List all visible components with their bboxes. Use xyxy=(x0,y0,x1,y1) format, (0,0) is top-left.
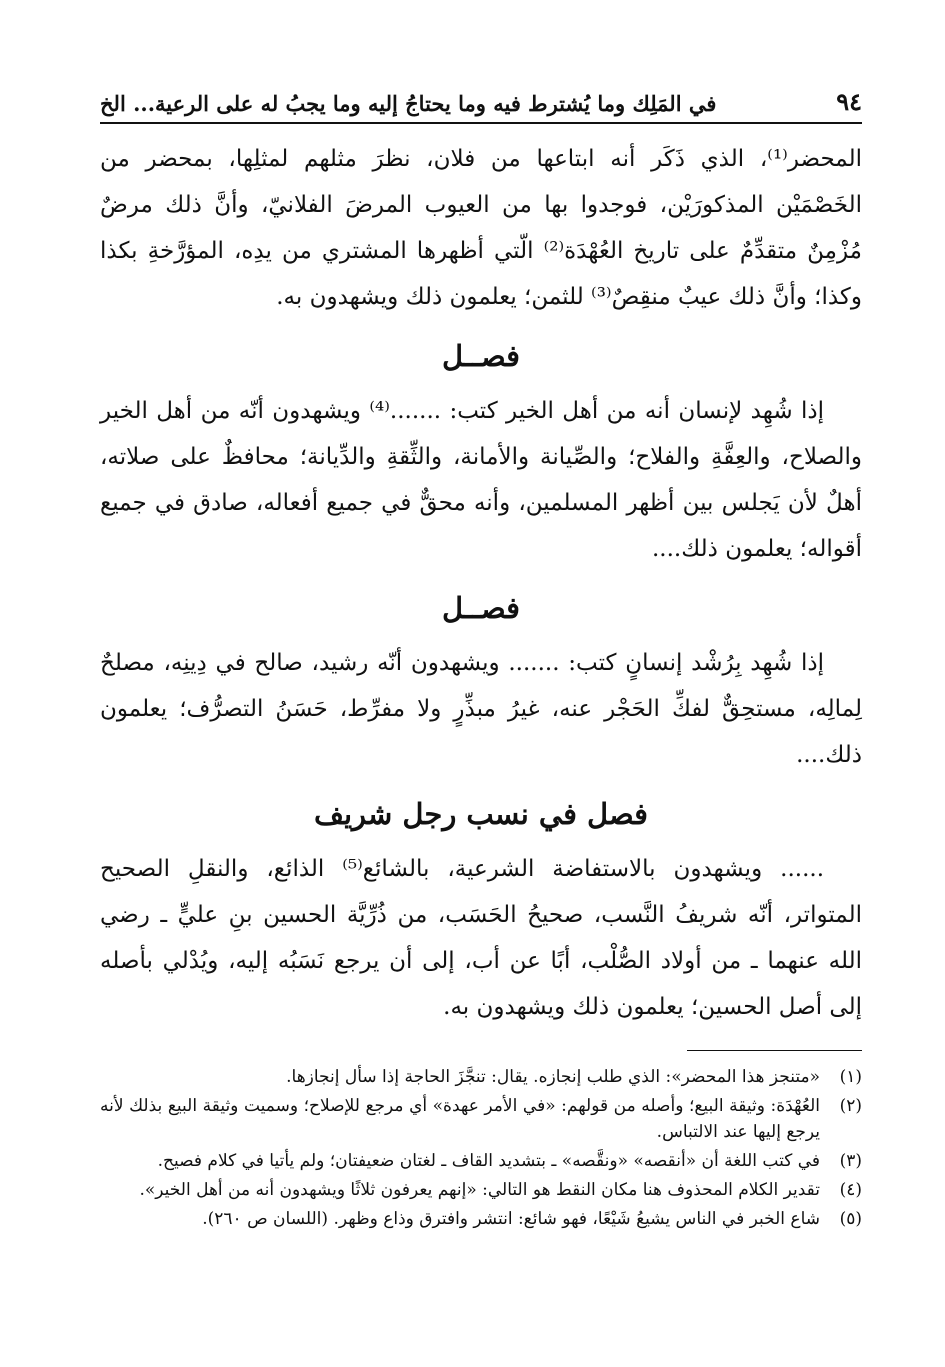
footnote-number: (٥) xyxy=(839,1209,862,1229)
paragraph-maturity: إذا شُهِد بِرُشْد إنسانٍ كتب: ....... ويشهدون أنّه رشيد، صالح في دِينِه، مصلحٌ لِمالِه، مستحِقٌّ لفكِّ الحَجْر عنه، غيرُ مبذِّرٍ ولا مفرِّط، حَسَنُ التصرُّف؛ يعلمون ذلك.... xyxy=(100,650,862,768)
running-title: في المَلِك وما يُشترط فيه وما يحتاجُ إليه وما يجبُ له على الرعية... الخ xyxy=(100,91,717,116)
footnote xyxy=(100,1206,862,1232)
footnote-text: «متنجز هذا المحضر»: الذي طلب إنجازه. يقال: تنجَّزَ الحاجة إذا سأل إنجازها. xyxy=(286,1067,820,1087)
section-heading: فصل في نسب رجل شريف xyxy=(313,797,649,831)
footnote-text: العُهْدَة: وثيقة البيع؛ وأصله من قولهم: «في الأمر عهدة» أي مرجع للإصلاح؛ وسميت وثيقة البيع بذلك لأنه يرجع إليها عند الالتباس. xyxy=(100,1096,820,1142)
paragraph-continued: المحضر⁽¹⁾، الذي ذَكَر أنه ابتاعها من فلان، نظرَ مثلهم لمثلِها، بمحضر من الخَصْمَيْن المذكورَيْن، فوجدوا بها من العيوب المرضَ الفلانيّ، وأنَّ ذلك مرضٌ مُزْمِنٌ متقدِّمٌ على تاريخ العُهْدَة⁽²⁾ الّتي أظهرها المشتري من يدِه، المؤرَّخةِ بكذا وكذا؛ وأنَّ ذلك عيبٌ منقِصٌ⁽³⁾ للثمن؛ يعلمون ذلك ويشهدون به. xyxy=(100,146,862,310)
page-number: ٩٤ xyxy=(836,87,862,116)
footnote-text: في كتب اللغة أن «أنقصه» «ونقَّصه» ـ بتشديد القاف ـ لغتان ضعيفتان؛ ولم يأتيا في كلام فصيح. xyxy=(157,1151,820,1171)
footnote-number: (٤) xyxy=(839,1180,862,1200)
footnote-text: شاع الخبر في الناس يشيعُ شَيْعًا، فهو شائع: انتشر وافترق وذاع وظهر. (اللسان ص ٢٦٠). xyxy=(202,1209,820,1229)
body-text xyxy=(100,136,862,1030)
footnote-number: (٢) xyxy=(839,1096,862,1116)
paragraph-noble-lineage: ...... ويشهدون بالاستفاضة الشرعية، بالشائع⁽⁵⁾ الذائع، والنقلِ الصحيح المتواتر، أنّه شريفُ النَّسب، صحيحُ الحَسَب، من ذُرِّيَّة الحسين بنِ عليٍّ ـ رضي الله عنهما ـ من أولاد الصُّلْب، أبًا عن أب، إلى أن يرجع نَسَبُه إليه، ويُدْلي بأصله إلى أصل الحسين؛ يعلمون ذلك ويشهدون به. xyxy=(100,856,862,1020)
paragraph-good-character: إذا شُهِد لإنسان أنه من أهل الخير كتب: .......⁽⁴⁾ ويشهدون أنّه من أهل الخير والصلاح، والعِفَّةِ والفلاح؛ والصِّيانة والأمانة، والثِّقةِ والدِّيانة؛ محافظٌ على صلاته، أهلٌ لأن يَجلس بين أظهر المسلمين، وأنه محقٌّ في جميع أفعاله، صادق في جميع أقواله؛ يعلمون ذلك.... xyxy=(100,398,862,562)
footnotes xyxy=(100,1064,862,1235)
footnote-text: تقدير الكلام المحذوف هنا مكان النقط هو التالي: «إنهم يعرفون ثلاثًا ويشهدون أنه من أهل الخير». xyxy=(139,1180,820,1200)
section-heading: فصــل xyxy=(442,339,520,373)
footnote-number: (٣) xyxy=(839,1151,862,1171)
footnote xyxy=(100,1064,862,1090)
footnote xyxy=(100,1148,862,1174)
footnote xyxy=(100,1093,862,1145)
footnote-separator xyxy=(687,1050,862,1051)
book-page xyxy=(100,0,862,1367)
running-header xyxy=(100,82,862,116)
footnote xyxy=(100,1177,862,1203)
footnote-number: (١) xyxy=(839,1067,862,1087)
header-rule xyxy=(100,122,862,124)
section-heading: فصــل xyxy=(442,591,520,625)
